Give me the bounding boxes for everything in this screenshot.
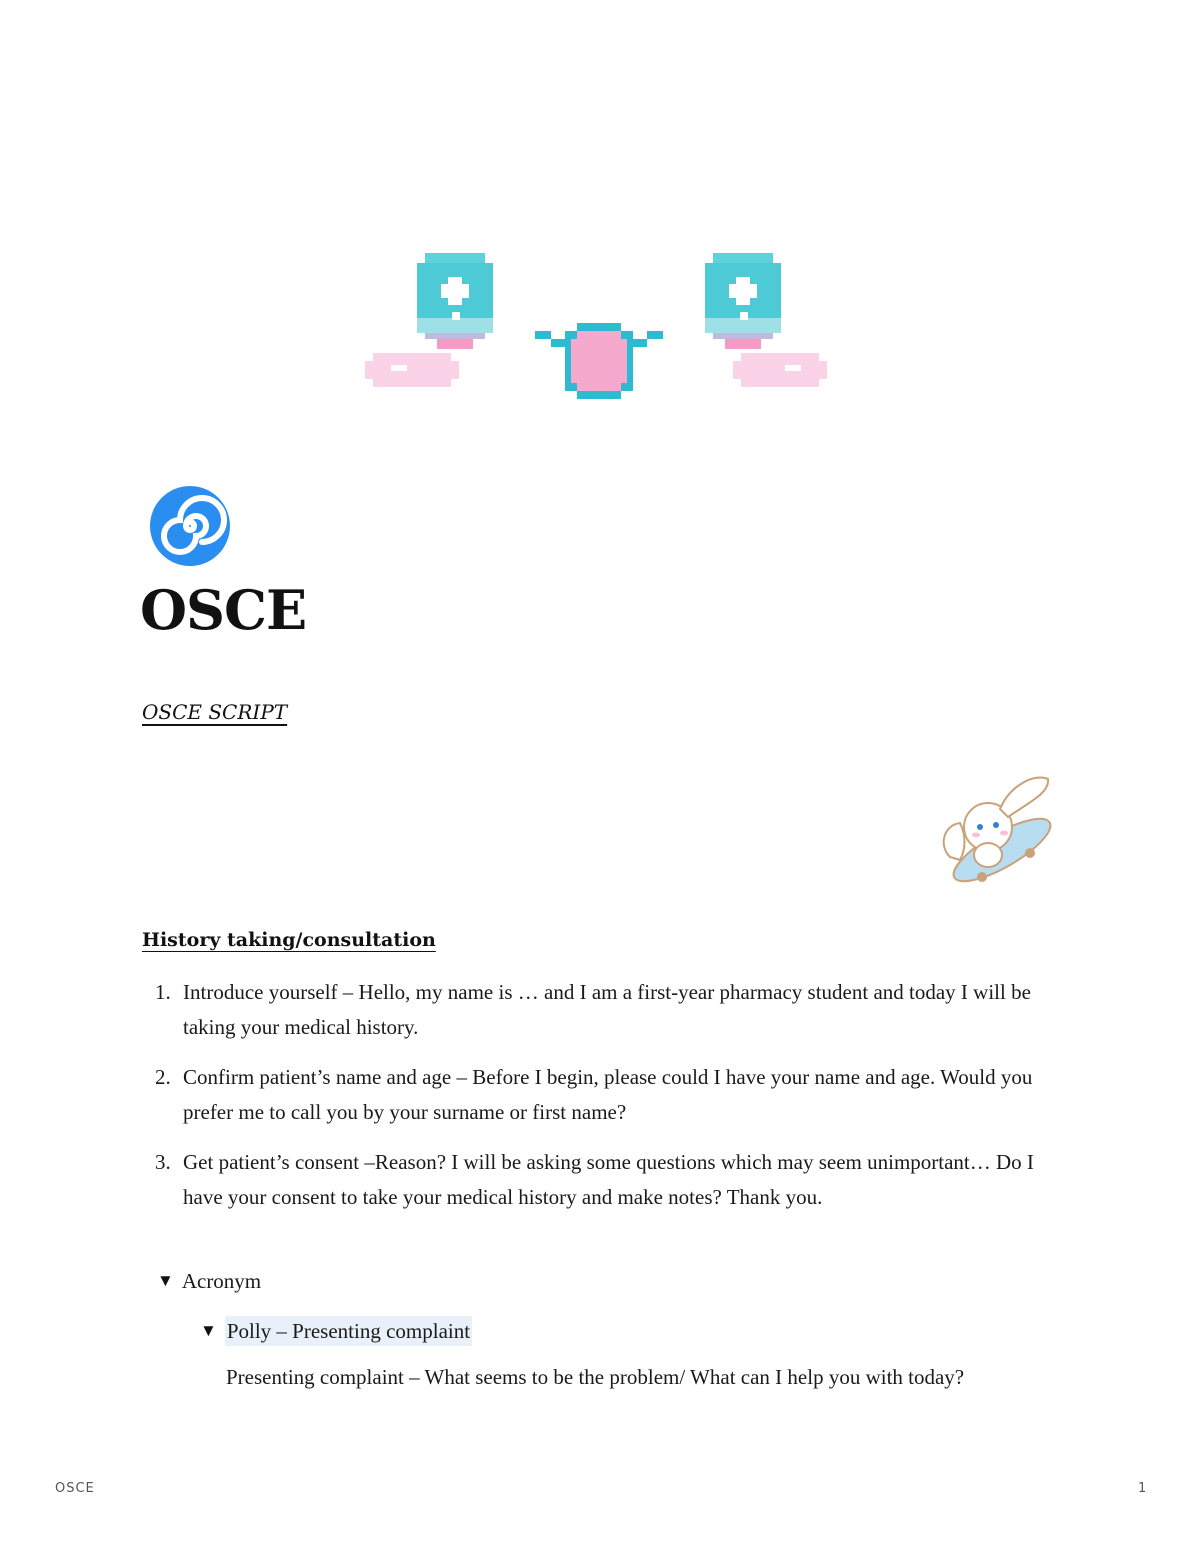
triangle-down-icon[interactable]: ▼ — [200, 1321, 217, 1340]
steps-list — [150, 975, 1060, 1230]
toggle-label: Polly – Presenting complaint — [225, 1316, 472, 1346]
left-eye-icon — [417, 253, 493, 349]
step-text: Confirm patient’s name and age – Before I begin, please could I have your name and age. Would you prefer me to call you by your surname or first name? — [183, 1065, 1033, 1124]
footer-title: OSCE — [55, 1481, 95, 1496]
step-text: Get patient’s consent –Reason? I will be asking some questions which may seem unimportant… Do I have your consent to take your medical history and make notes? Thank you. — [183, 1150, 1034, 1209]
polly-body-text: Presenting complaint – What seems to be the problem/ What can I help you with today? — [226, 1365, 965, 1389]
right-eye-icon — [705, 253, 781, 349]
mouth-icon — [535, 323, 663, 399]
pixel-face-banner — [355, 245, 845, 415]
toggle-acronym[interactable] — [157, 1266, 261, 1296]
step-number: 2. — [155, 1065, 171, 1089]
list-item — [150, 1145, 1060, 1215]
toggle-label: Acronym — [181, 1269, 262, 1293]
toggle-polly[interactable] — [200, 1316, 472, 1346]
page-subtitle: OSCE SCRIPT — [142, 700, 288, 724]
section-heading: History taking/consultation — [142, 929, 436, 951]
left-blush-icon — [365, 353, 459, 387]
page-number: 1 — [1138, 1481, 1147, 1496]
page-title: OSCE — [140, 578, 307, 642]
list-item — [150, 975, 1060, 1045]
bunny-skateboard-icon — [930, 765, 1060, 890]
right-blush-icon — [733, 353, 827, 387]
spiral-icon — [148, 484, 232, 568]
step-number: 3. — [155, 1150, 171, 1174]
step-text: Introduce yourself – Hello, my name is … and I am a first-year pharmacy student and today I will be taking your medical history. — [183, 980, 1031, 1039]
list-item — [150, 1060, 1060, 1130]
triangle-down-icon[interactable]: ▼ — [157, 1271, 174, 1290]
step-number: 1. — [155, 980, 171, 1004]
